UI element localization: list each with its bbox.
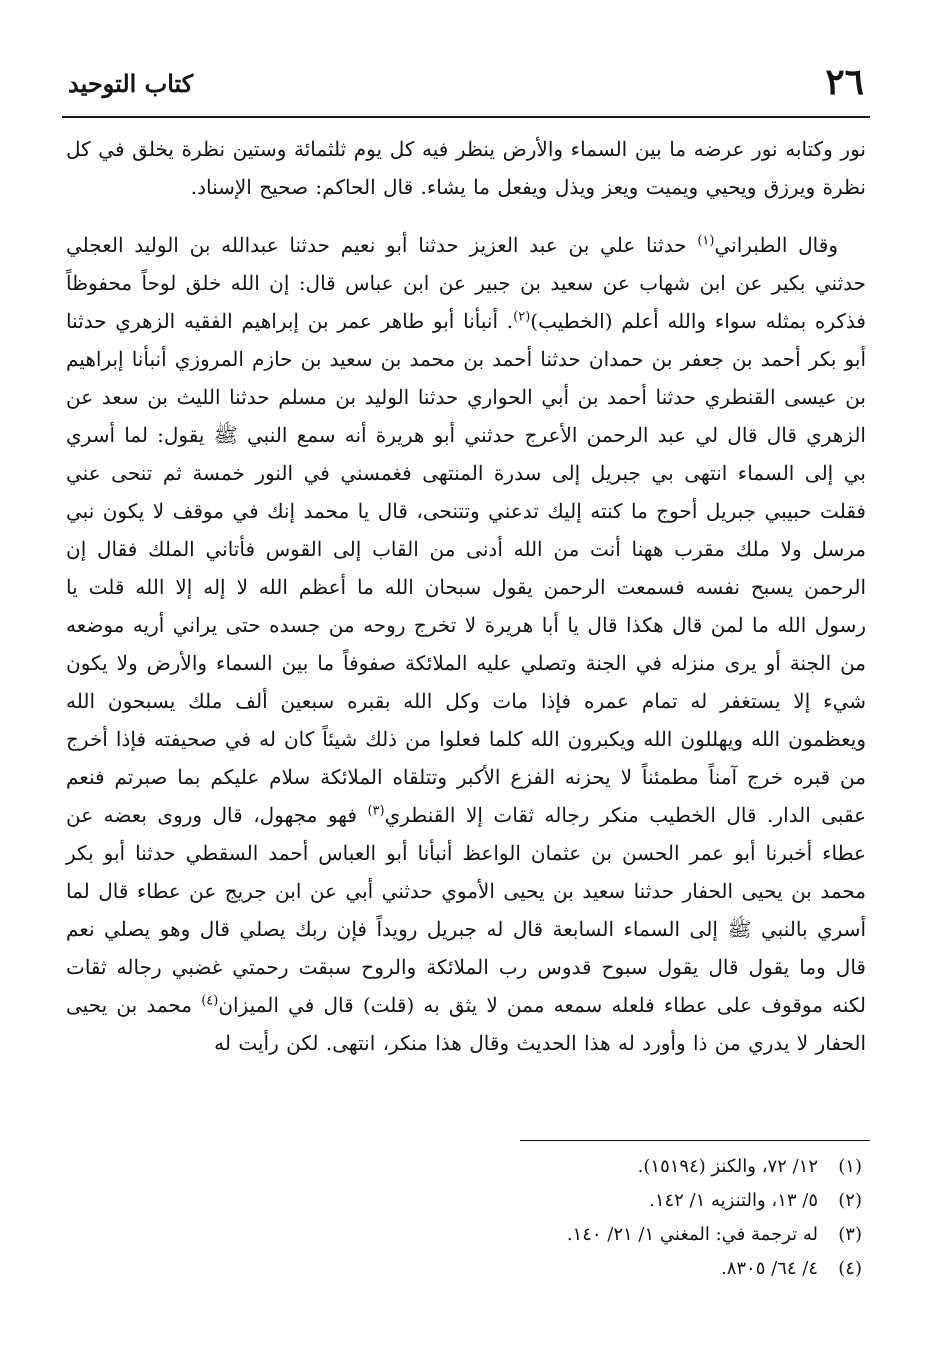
text-segment: حدثنا علي بن عبد العزيز حدثنا أبو نعيم حدثنا عبدالله بن الوليد العجلي حدثني بكير عن ابن شهاب عن سعيد بن جبير عن ابن عباس قال: إن الله خلق لوحاً محفوظاً فذكره بمثله سواء والله أعلم (الخطيب) — [66, 233, 866, 333]
footnote-divider — [520, 1140, 870, 1141]
text-segment: وقال الطبراني — [714, 233, 838, 257]
paragraph-continuation: نور وكتابه نور عرضه ما بين السماء والأرض ينظر فيه كل يوم ثلثمائة وستين نظرة يخلق في كل نظرة ويرزق ويحيي ويميت ويعز ويذل ويفعل ما يشاء. قال الحاكم: صحيح الإسناد. — [66, 137, 866, 199]
running-title: كتاب التوحيد — [68, 69, 194, 98]
footnote-number: (٣) — [838, 1224, 862, 1245]
footnote-text: ٤/ ٦٤/ ٨٣٠٥. — [720, 1258, 818, 1279]
footnote-ref-4[interactable]: (٤) — [201, 993, 219, 1009]
text-segment: . أنبأنا أبو طاهر عمر بن إبراهيم الفقيه الزهري حدثنا أبو بكر أحمد بن جعفر بن حمدان حدثنا أحمد بن محمد بن سعيد بن حازم المروزي أنبأنا إبراهيم بن عيسى القنطري حدثنا أحمد بن أبي الحواري حدثنا الوليد بن مسلم حدثنا الليث بن سعد عن الزهري قال قال لي عبد الرحمن الأعرج حدثني أبو هريرة أنه سمع النبي ﷺ يقول: لما أسري بي إلى السماء انتهى بي جبريل إلى سدرة المنتهى فغمسني في النور خمسة ثم تنحى عني فقلت حبيبي جبريل أحوج ما كنته إليك تدعني وتتنحى، قال يا محمد إنك في موقف لا يكون نبي مرسل ولا ملك مقرب ههنا أنت من الله أدنى من القاب إلى القوس فأتاني الملك فقال إن الرحمن يسبح نفسه فسمعت الرحمن يقول سبحان الله ما أعظم الله لا إله إلا الله قلت يا رسول الله ما لمن قال هكذا قال يا أبا هريرة لا تخرج روحه من جسده حتى يراني أريه موضعه من الجنة أو يرى منزله في الجنة وتصلي عليه الملائكة صفوفاً ما بين السماء والأرض ولا يكون شيء إلا يستغفر له تمام عمره فإذا مات وكل الله بقبره سبعين ألف ملك يسبحون الله ويعظمون الله ويهللون الله ويكبرون الله كلما فعلوا من ذلك شيئاً كان له في صحيفته فإذا أخرج من قبره خرج آمناً مطمئناً لا يحزنه الفزع الأكبر وتتلقاه الملائكة سلام عليكم بما صبرتم فنعم عقبى الدار. قال الخطيب منكر رجاله ثقات إلا القنطري — [66, 309, 867, 827]
footnote-item — [262, 1252, 862, 1286]
footnote-item — [262, 1184, 862, 1218]
footnotes-list — [262, 1150, 862, 1286]
footnote-number: (٤) — [838, 1258, 862, 1279]
footnote-ref-2[interactable]: (٢) — [513, 309, 531, 325]
footnote-number: (١) — [838, 1156, 862, 1177]
footnote-number: (٢) — [838, 1190, 862, 1211]
text-segment: محمد بن يحيى الحفار لا يدري من ذا وأورد له هذا الحديث وقال هذا منكر، انتهى. لكن رأيت له — [66, 993, 866, 1055]
page-number: ٢٦ — [825, 61, 864, 103]
footnote-text: ١٢/ ٧٢، والكنز (١٥١٩٤). — [637, 1156, 818, 1177]
footnote-ref-3[interactable]: (٣) — [367, 803, 385, 819]
book-page — [62, 52, 870, 1322]
footnote-ref-1[interactable]: (١) — [697, 233, 715, 249]
footnote-text: ٥/ ١٣، والتنزيه ١/ ١٤٢. — [649, 1190, 818, 1211]
paragraph-tabarani-narration — [62, 226, 870, 1062]
footnote-item — [262, 1218, 862, 1252]
footnote-item — [262, 1150, 862, 1184]
text-segment: فهو مجهول، قال وروى بعضه عن عطاء أخبرنا أبو عمر الحسن بن عثمان الواعظ أنبأنا أبو العباس أحمد السقطي حدثنا أبو بكر محمد بن يحيى الحفار حدثنا سعيد بن يحيى الأموي حدثني أبي عن ابن جريج عن عطاء قال لما أسري بالنبي ﷺ إلى السماء السابعة قال له جبريل رويداً فإن ربك يصلي قال وهو يصلي نعم قال وما يقول قال يقول سبوح قدوس رب الملائكة والروح سبقت رحمتي غضبي رجاله ثقات لكنه موقوف على عطاء فلعله سمعه ممن لا يثق به (قلت) قال في الميزان — [66, 803, 867, 1017]
page-header — [62, 52, 870, 118]
footnote-text: له ترجمة في: المغني ١/ ٢١/ ١٤٠. — [566, 1224, 818, 1245]
